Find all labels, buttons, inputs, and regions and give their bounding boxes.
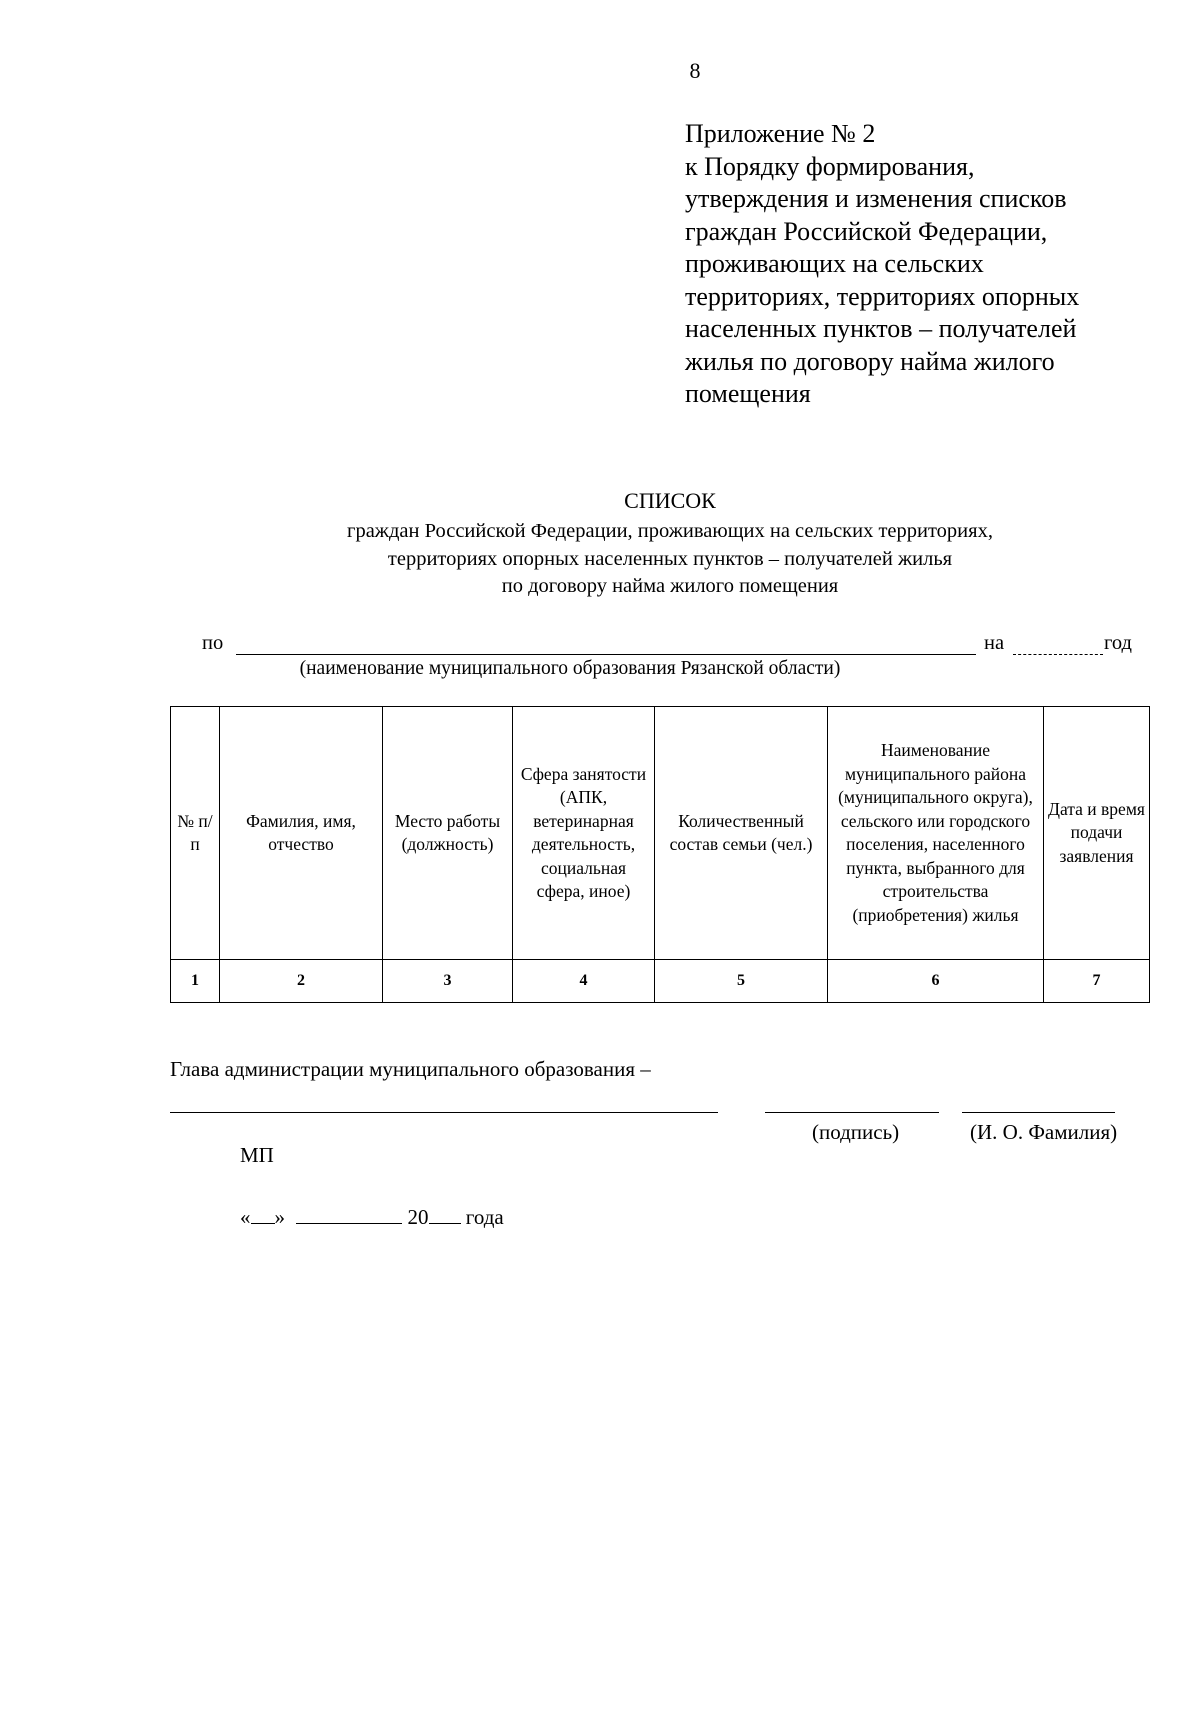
municipality-name-field	[236, 654, 976, 655]
name-line	[962, 1112, 1115, 1113]
appendix-line: территориях, территориях опорных	[685, 281, 1080, 311]
header-number: № п/п	[171, 707, 220, 960]
appendix-line: Приложение № 2	[685, 119, 876, 148]
stamp-label: МП	[240, 1143, 274, 1167]
name-caption: (И. О. Фамилия)	[970, 1120, 1118, 1144]
position-line	[170, 1112, 718, 1113]
municipality-prefix: по	[202, 632, 224, 654]
table-header-row	[171, 707, 1150, 960]
date-close-quote: »	[274, 1205, 285, 1229]
column-number-cell: 2	[220, 960, 383, 1003]
appendix-line: проживающих на сельских	[685, 249, 984, 278]
table-row	[171, 960, 1150, 1003]
document-title: СПИСОК	[624, 488, 716, 513]
header-employment-sphere: Сфера занятости (АПК, ветеринарная деятельность, социальная сфера, иное)	[513, 707, 655, 960]
day-field	[251, 1205, 275, 1224]
header-workplace: Место работы (должность)	[383, 707, 513, 960]
head-of-administration-label: Глава администрации муниципального образования –	[170, 1057, 651, 1081]
appendix-line: помещения	[685, 379, 811, 408]
year-suffix: год	[1104, 632, 1132, 654]
column-number-cell: 7	[1044, 960, 1150, 1003]
month-field	[296, 1205, 402, 1224]
page-number: 8	[689, 58, 701, 83]
document-subtitle	[220, 518, 1120, 601]
appendix-line: жилья по договору найма жилого	[685, 346, 1055, 376]
subtitle-line: по договору найма жилого помещения	[501, 575, 839, 597]
column-number-cell: 3	[383, 960, 513, 1003]
column-number-cell: 4	[513, 960, 655, 1003]
column-number-cell: 1	[171, 960, 220, 1003]
header-full-name: Фамилия, имя, отчество	[220, 707, 383, 960]
header-application-date: Дата и время подачи заявления	[1044, 707, 1150, 960]
year-prefix: на	[984, 632, 1005, 654]
header-settlement: Наименование муниципального района (муниципального округа), сельского или городского поселения, населенного пункта, выбранного для строительства (приобретения) жилья	[828, 707, 1044, 960]
subtitle-line: граждан Российской Федерации, проживающих на сельских территориях,	[347, 520, 993, 542]
subtitle-line: территориях опорных населенных пунктов – получателей жилья	[387, 547, 953, 570]
year-field	[1013, 654, 1103, 655]
citizens-table	[170, 706, 1150, 1003]
appendix-line: населенных пунктов – получателей	[685, 314, 1077, 343]
column-number-cell: 5	[655, 960, 828, 1003]
signature-caption: (подпись)	[812, 1120, 900, 1144]
appendix-line: утверждения и изменения списков	[685, 184, 1067, 213]
appendix-line: граждан Российской Федерации,	[685, 216, 1048, 246]
year-digits-field	[429, 1205, 461, 1224]
municipality-caption: (наименование муниципального образования Рязанской области)	[299, 658, 841, 679]
municipality-row	[170, 630, 1150, 660]
signature-line	[765, 1112, 939, 1113]
appendix-block	[685, 118, 1155, 411]
appendix-line: к Порядку формирования,	[685, 151, 975, 181]
header-family-size: Количественный состав семьи (чел.)	[655, 707, 828, 960]
year-prefix-label: 20	[407, 1205, 429, 1229]
date-open-quote: «	[240, 1205, 251, 1229]
year-suffix-label: года	[465, 1205, 504, 1229]
date-row	[240, 1205, 504, 1230]
column-number-cell: 6	[828, 960, 1044, 1003]
